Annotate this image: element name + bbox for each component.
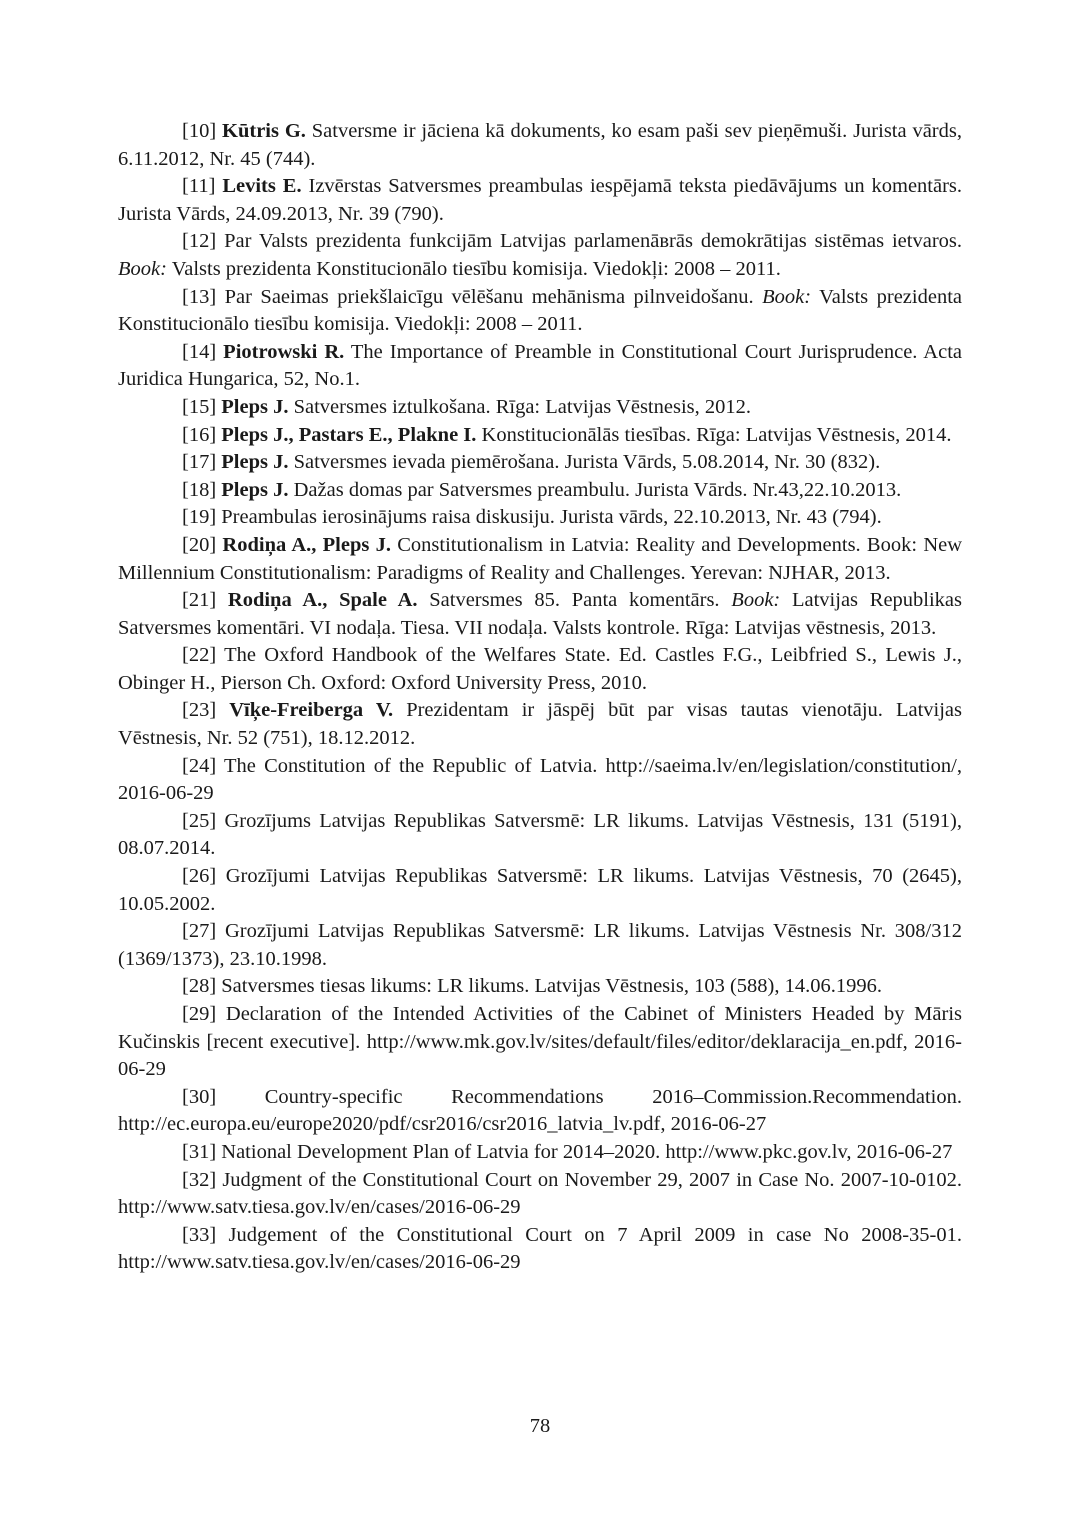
reference-author: Kūtris G. bbox=[222, 120, 306, 142]
reference-author: Rodiņa A., Spale A. bbox=[227, 589, 418, 612]
reference-number: [26] bbox=[182, 865, 217, 888]
reference-number: [25] bbox=[182, 809, 217, 832]
reference-text: Judgement of the Constitutional Court on 7 April 2009 in case No 2008-35-01. http://www.satv.tiesa.gov.lv/en/cases/2016-06-29 bbox=[118, 1223, 962, 1274]
reference-text: Valsts prezidenta Konstitucionālo tiesību komisija. Viedokļi: 2008 – 2011. bbox=[118, 285, 962, 336]
reference-number: [16] bbox=[182, 423, 217, 446]
reference-source-label: Book: bbox=[762, 285, 812, 308]
reference-number: [17] bbox=[182, 451, 217, 474]
reference-entry bbox=[118, 118, 962, 173]
reference-entry bbox=[118, 973, 962, 1001]
reference-entry bbox=[118, 532, 962, 587]
reference-number: [30] bbox=[182, 1085, 217, 1108]
reference-text: Preambulas ierosinājums raisa diskusiju. Jurista vārds, 22.10.2013, Nr. 43 (794). bbox=[221, 506, 882, 529]
reference-number: [15] bbox=[182, 395, 217, 418]
reference-number: [21] bbox=[182, 589, 217, 612]
reference-author: Pleps J. bbox=[221, 478, 289, 501]
reference-entry bbox=[118, 339, 962, 394]
reference-number: [18] bbox=[182, 478, 217, 501]
reference-author: Piotrowski R. bbox=[223, 340, 345, 363]
reference-number: [28] bbox=[182, 975, 217, 998]
reference-entry bbox=[118, 1167, 962, 1222]
reference-number: [29] bbox=[182, 1003, 217, 1025]
reference-entry bbox=[118, 808, 962, 863]
reference-author: Pleps J. bbox=[221, 451, 289, 474]
reference-author: Vīķe-Freiberga V. bbox=[229, 699, 394, 722]
reference-entry bbox=[118, 587, 962, 642]
reference-source-label: Book: bbox=[118, 257, 167, 280]
reference-number: [33] bbox=[182, 1223, 217, 1246]
reference-author: Pleps J. bbox=[221, 395, 289, 418]
reference-text: Grozījumi Latvijas Republikas Satversmē: LR likums. Latvijas Vēstnesis, 70 (2645), 10.05.2002. bbox=[118, 865, 963, 915]
reference-number: [19] bbox=[182, 506, 217, 529]
reference-text: Dažas domas par Satversmes preambulu. Jurista Vārds. Nr.43,22.10.2013. bbox=[288, 478, 902, 501]
reference-number: [27] bbox=[182, 920, 217, 943]
reference-entry bbox=[118, 1001, 962, 1084]
reference-text: Country-specific Recommendations 2016–Commission.Recommendation. http://ec.europa.eu/europe2020/pdf/csr2016/csr2016_latvia_lv.pdf, 2016-06-27 bbox=[118, 1085, 962, 1136]
reference-text: National Development Plan of Latvia for 2014–2020. http://www.pkc.gov.lv, 2016-06-27 bbox=[221, 1140, 953, 1163]
reference-entry bbox=[118, 1222, 962, 1277]
reference-text: Valsts prezidenta Konstitucionālo tiesību komisija. Viedokļi: 2008 – 2011. bbox=[166, 257, 781, 280]
reference-text: The Oxford Handbook of the Welfares State. Ed. Castles F.G., Leibfried S., Lewis J., Obinger H., Pierson Ch. Oxford: Oxford University Press, 2010. bbox=[118, 644, 962, 694]
reference-author: Levits E. bbox=[222, 175, 302, 198]
reference-entry bbox=[118, 1084, 962, 1139]
reference-text: Satversme ir jāciena kā dokuments, ko esam paši sev pieņēmuši. Jurista vārds, 6.11.2012, Nr. 45 (744). bbox=[118, 120, 962, 170]
page-number: 78 bbox=[529, 1415, 551, 1437]
reference-number: [12] bbox=[182, 230, 217, 253]
reference-text: Konstitucionālās tiesības. Rīga: Latvijas Vēstnesis, 2014. bbox=[476, 423, 952, 446]
reference-text: Prezidentam ir jāspēj būt par visas tautas vienotāju. Latvijas Vēstnesis, Nr. 52 (751), 18.12.2012. bbox=[118, 699, 962, 750]
reference-entry bbox=[118, 504, 962, 532]
reference-entry bbox=[118, 863, 962, 918]
reference-text: The Constitution of the Republic of Latvia. http://saeima.lv/en/legislation/constitution/, 2016-06-29 bbox=[118, 754, 962, 805]
reference-entry bbox=[118, 1139, 962, 1167]
reference-entry bbox=[118, 477, 962, 505]
reference-number: [32] bbox=[182, 1168, 217, 1191]
reference-number: [13] bbox=[182, 285, 217, 308]
reference-number: [31] bbox=[182, 1140, 217, 1163]
reference-entry bbox=[118, 697, 962, 752]
reference-number: [22] bbox=[182, 644, 217, 667]
reference-text: Judgment of the Constitutional Court on November 29, 2007 in Case No. 2007-10-0102. http://www.satv.tiesa.gov.lv/en/cases/2016-06-29 bbox=[118, 1168, 962, 1219]
reference-number: [11] bbox=[182, 175, 216, 198]
reference-number: [23] bbox=[182, 699, 217, 722]
reference-entry bbox=[118, 449, 962, 477]
reference-text: Satversmes 85. Panta komentārs. bbox=[417, 589, 732, 612]
reference-text: Satversmes tiesas likums: LR likums. Latvijas Vēstnesis, 103 (588), 14.06.1996. bbox=[221, 975, 882, 998]
reference-number: [10] bbox=[182, 120, 217, 142]
reference-text: Par Valsts prezidenta funkcijām Latvijas parlamenāвrās demokrātijas sistēmas ietvaros. bbox=[224, 230, 963, 253]
reference-entry bbox=[118, 642, 962, 697]
reference-text: Izvērstas Satversmes preambulas iespējamā teksta piedāvājums un komentārs. Jurista Vārds, 24.09.2013, Nr. 39 (790). bbox=[118, 175, 963, 225]
reference-text: Grozījums Latvijas Republikas Satversmē: LR likums. Latvijas Vēstnesis, 131 (5191), 08.07.2014. bbox=[118, 809, 963, 860]
reference-list bbox=[118, 118, 962, 1277]
reference-text: The Importance of Preamble in Constitutional Court Jurisprudence. Acta Juridica Hungarica, 52, No.1. bbox=[118, 340, 962, 391]
reference-number: [24] bbox=[182, 754, 217, 777]
reference-text: Grozījumi Latvijas Republikas Satversmē: LR likums. Latvijas Vēstnesis Nr. 308/312 (1369/1373), 23.10.1998. bbox=[118, 920, 963, 970]
reference-entry bbox=[118, 173, 962, 228]
reference-entry bbox=[118, 228, 962, 283]
reference-number: [20] bbox=[182, 533, 217, 556]
reference-entry bbox=[118, 422, 962, 450]
reference-source-label: Book: bbox=[731, 589, 781, 612]
reference-text: Constitutionalism in Latvia: Reality and Developments. Book: New Millennium Constitutionalism: Paradigms of Reality and Challenges. Yerevan: NJHAR, 2013. bbox=[118, 533, 963, 584]
reference-text: Latvijas Republikas Satversmes komentāri. VI nodaļa. Tiesa. VII nodaļa. Valsts kontrole. Rīga: Latvijas vēstnesis, 2013. bbox=[118, 589, 963, 639]
reference-text: Declaration of the Intended Activities of the Cabinet of Ministers Headed by Māris Kučinskis [recent executive]. http://www.mk.gov.lv/sites/default/files/editor/deklaracija_en.pdf, 2016-06-29 bbox=[118, 1003, 962, 1081]
reference-author: Rodiņa A., Pleps J. bbox=[222, 533, 391, 556]
reference-entry bbox=[118, 394, 962, 422]
reference-text: Satversmes ievada piemērošana. Jurista Vārds, 5.08.2014, Nr. 30 (832). bbox=[288, 451, 881, 474]
reference-number: [14] bbox=[182, 340, 217, 363]
reference-entry bbox=[118, 918, 962, 973]
reference-author: Pleps J., Pastars E., Plakne I. bbox=[221, 423, 477, 446]
reference-text: Satversmes iztulkošana. Rīga: Latvijas Vēstnesis, 2012. bbox=[288, 395, 751, 418]
reference-entry bbox=[118, 753, 962, 808]
reference-entry bbox=[118, 284, 962, 339]
reference-text: Par Saeimas priekšlaicīgu vēlēšanu mehānisma pilnveidošanu. bbox=[224, 285, 763, 308]
